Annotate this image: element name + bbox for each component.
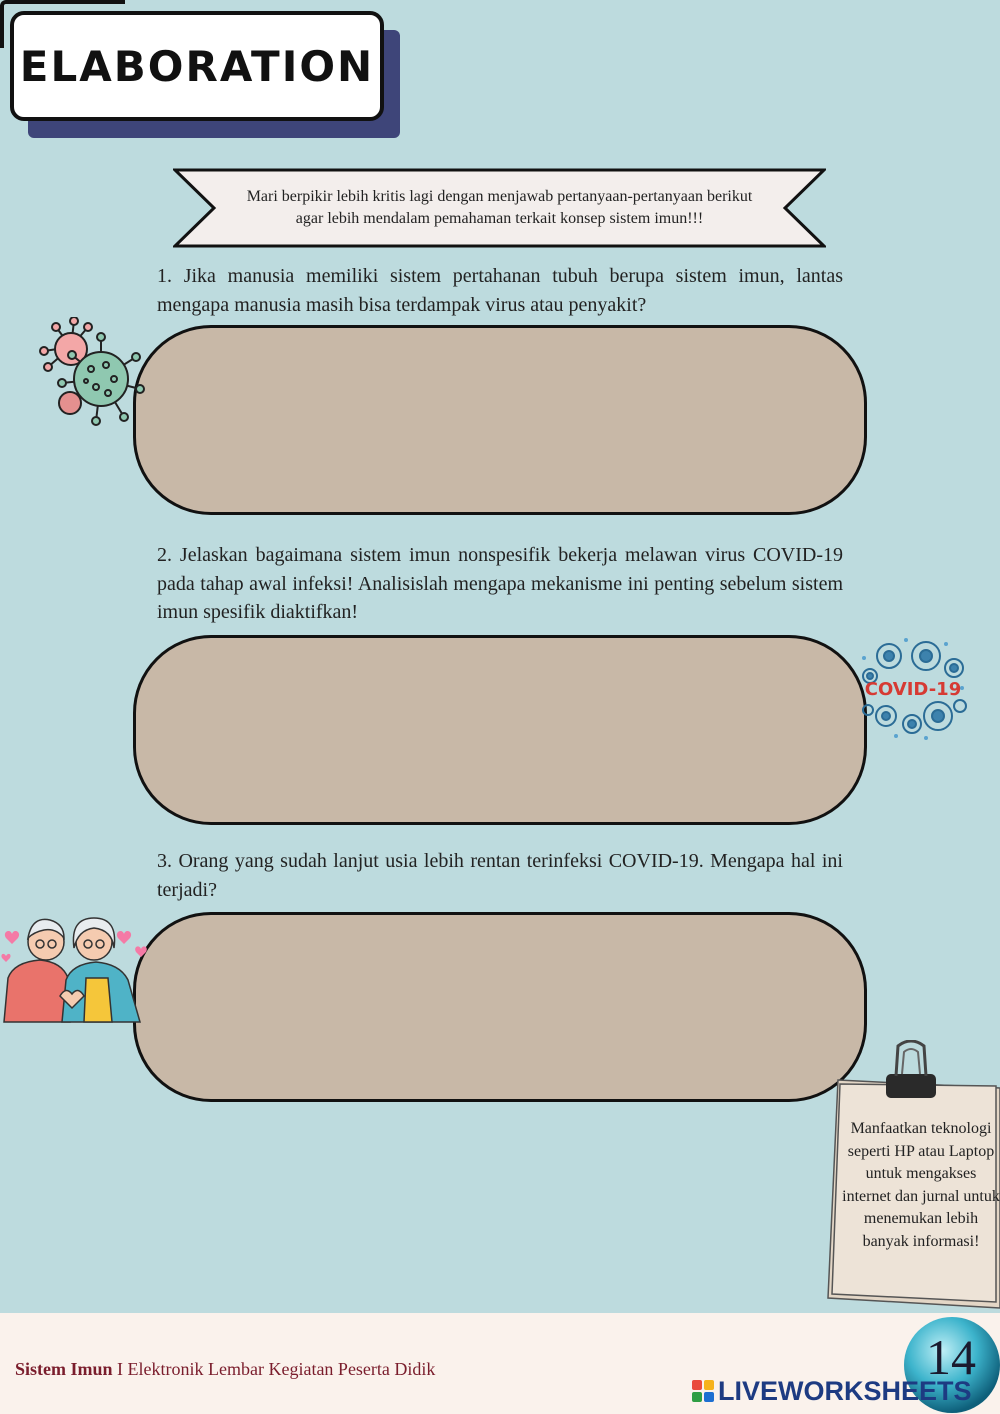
question-2: 2. Jelaskan bagaimana sistem imun nonspesifik bekerja melawan virus COVID-19 pada tahap awal infeksi! Analisislah mengapa mekanisme ini penting sebelum sistem imun spesifik diaktifkan! [157, 544, 843, 623]
answer-box-2[interactable] [133, 635, 867, 825]
elderly-couple-icon [0, 908, 150, 1026]
covid-19-label: COVID-19 [864, 679, 962, 700]
instruction-banner [173, 168, 826, 248]
footer-text [15, 1359, 435, 1380]
answer-box-1[interactable] [133, 325, 867, 515]
covid-19-virus-icon [856, 632, 970, 744]
answer-box-3[interactable] [133, 912, 867, 1102]
page-number: 14 [926, 1329, 976, 1385]
page-title: ELABORATION [19, 41, 375, 91]
logo-text: LIVEWORKSHEETS [718, 1375, 972, 1406]
question-3: 3. Orang yang sudah lanjut usia lebih rentan terinfeksi COVID-19. Mengapa hal ini terjadi? [157, 850, 843, 901]
liveworksheets-logo[interactable] [692, 1376, 972, 1406]
question-1: 1. Jika manusia memiliki sistem pertahanan tubuh berupa sistem imun, lantas mengapa manusia masih bisa terdampak virus atau penyakit? [157, 265, 843, 316]
logo-blocks-icon [692, 1380, 714, 1402]
banner-text: Mari berpikir lebih kritis lagi dengan menjawab pertanyaan-pertanyaan berikut agar lebih mendalam pemahaman terkait konsep sistem imun!!! [246, 188, 753, 227]
title-card [10, 11, 384, 121]
note-text: Manfaatkan teknologi seperti HP atau Laptop untuk mengakses internet dan jurnal untuk menemukan lebih banyak informasi! [842, 1120, 1000, 1250]
virus-icon [36, 317, 146, 427]
footer-subject: Sistem Imun [15, 1359, 113, 1379]
footer-subtitle: I Elektronik Lembar Kegiatan Peserta Didik [112, 1359, 436, 1379]
